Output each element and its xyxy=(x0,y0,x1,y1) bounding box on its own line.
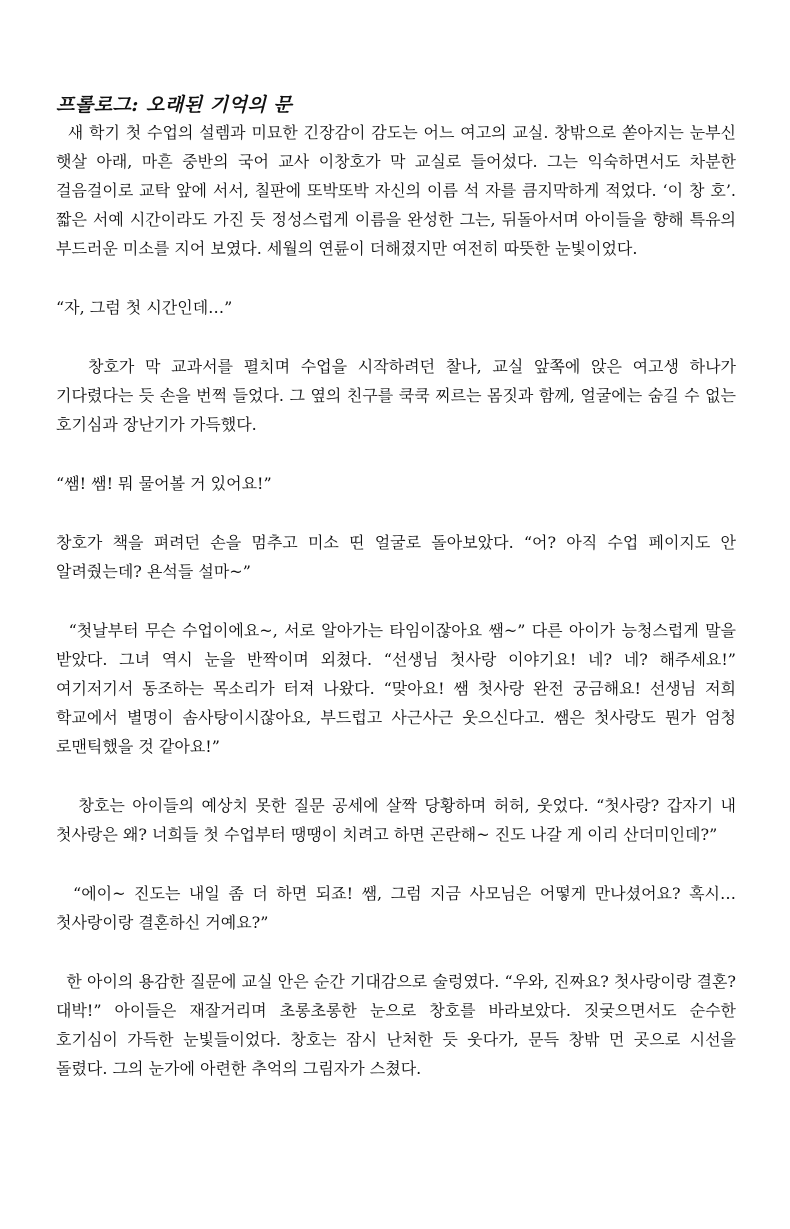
document-page xyxy=(56,92,742,1083)
paragraph-teacher-laughs: 창호는 아이들의 예상치 못한 질문 공세에 살짝 당황하며 허허, 웃었다. “첫사랑? 갑자기 내 첫사랑은 왜? 너희들 첫 수업부터 땡땡이 치려고 하면 곤란해~ 진도 나갈 게 이리 산더미인데?” xyxy=(56,796,742,844)
chapter-title: 프롤로그: 오래된 기억의 문 xyxy=(56,94,293,116)
paragraph-first-love-request: “첫날부터 무슨 수업이에요~, 서로 알아가는 타임이잖아요 쌤~” 다른 아이가 능청스럽게 말을 받았다. 그녀 역시 눈을 반짝이며 외쳤다. “선생님 첫사랑 이야기요! 네? 네? 해주세요!” 여기저기서 동조하는 목소리가 터져 나왔다. “맞아요! 쌤 첫사랑 완전 궁금해요! 선생님 저희 학교에서 별명이 솜사탕이시잖아요, 부드럽고 사근사근 웃으신다고. 쌤은 첫사랑도 뭔가 엄청 로맨틱했을 것 같아요!” xyxy=(56,621,742,756)
paragraph-gap xyxy=(56,439,736,469)
paragraph-gap xyxy=(56,498,736,528)
paragraph-opening: 새 학기 첫 수업의 설렘과 미묘한 긴장감이 감도는 어느 여고의 교실. 창밖으로 쏟아지는 눈부신 햇살 아래, 마흔 중반의 국어 교사 이창호가 막 교실로 들어섰다. 그는 익숙하면서도 차분한 걸음걸이로 교탁 앞에 서서, 칠판에 또박또박 자신의 이름 석 자를 큼지막하게 적었다. ‘이 창 호’. 짧은 서예 시간이라도 가진 듯 정성스럽게 이름을 완성한 그는, 뒤돌아서며 아이들을 향해 특유의 부드러운 미소를 지어 보였다. 세월의 연륜이 더해졌지만 여전히 따뜻한 눈빛이었다. xyxy=(56,123,742,258)
paragraph-gap xyxy=(56,586,736,616)
paragraph-gap xyxy=(56,937,736,967)
paragraph-gap xyxy=(56,761,736,791)
paragraph-dialogue-first-class: “자, 그럼 첫 시간인데…” xyxy=(56,298,233,317)
paragraph-gap xyxy=(56,322,736,352)
paragraph-gap xyxy=(56,263,736,293)
paragraph-student-raises-hand: 창호가 막 교과서를 펼치며 수업을 시작하려던 찰나, 교실 앞쪽에 앉은 여고생 하나가 기다렸다는 듯 손을 번쩍 들었다. 그 옆의 친구를 쿡쿡 찌르는 몸짓과 함께, 얼굴에는 숨길 수 없는 호기심과 장난기가 가득했다. xyxy=(56,357,742,434)
paragraph-dialogue-question: “쌤! 쌤! 뭐 물어볼 거 있어요!” xyxy=(56,474,272,493)
paragraph-teacher-replies: 창호가 책을 펴려던 손을 멈추고 미소 띤 얼굴로 돌아보았다. “어? 아직 수업 페이지도 안 알려줬는데? 욘석들 설마~” xyxy=(56,533,736,581)
paragraph-wife-question: “에이~ 진도는 내일 좀 더 하면 되죠! 쌤, 그럼 지금 사모님은 어떻게 만나셨어요? 혹시… 첫사랑이랑 결혼하신 거예요?” xyxy=(56,884,742,932)
paragraph-gap xyxy=(56,849,736,879)
paragraph-closing: 한 아이의 용감한 질문에 교실 안은 순간 기대감으로 술렁였다. “우와, 진짜요? 첫사랑이랑 결혼? 대박!” 아이들은 재잘거리며 초롱초롱한 눈으로 창호를 바라보았다. 짓궂으면서도 순수한 호기심이 가득한 눈빛들이었다. 창호는 잠시 난처한 듯 웃다가, 문득 창밖 먼 곳으로 시선을 돌렸다. 그의 눈가에 아련한 추억의 그림자가 스쳤다. xyxy=(56,972,742,1078)
